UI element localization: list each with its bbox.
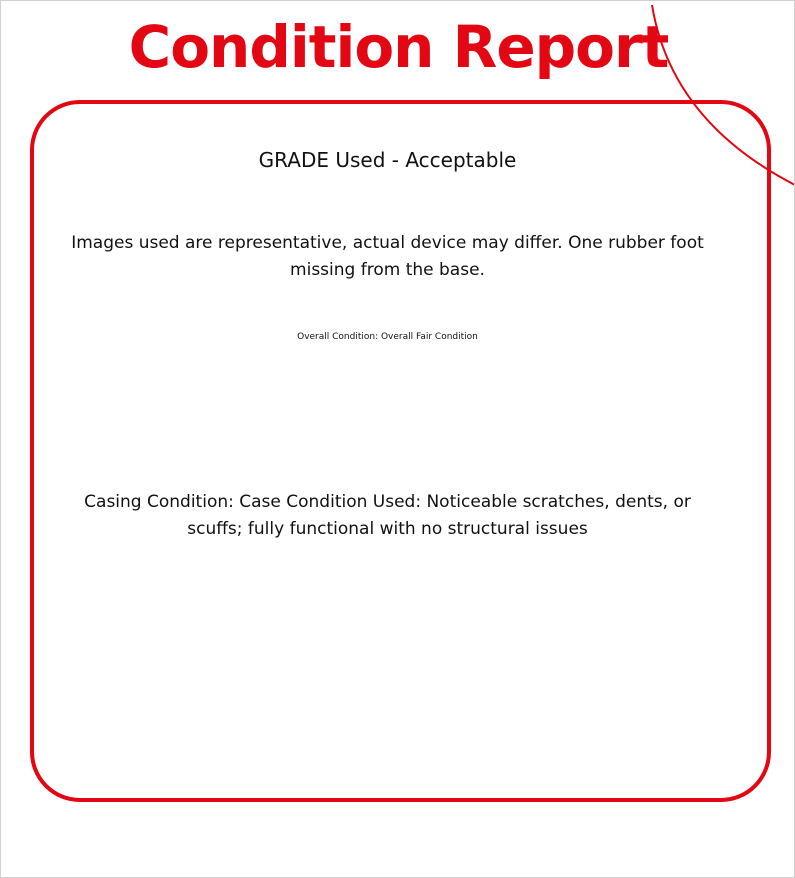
overall-condition-text: Overall Condition: Overall Fair Condition [297,332,478,342]
casing-condition-text: Casing Condition: Case Condition Used: Noticeable scratches, dents, or scuffs; fully functional with no structural issues [84,492,691,539]
grade-text: GRADE Used - Acceptable [258,148,517,172]
page-title: Condition Report [128,13,669,81]
report-frame [30,100,771,802]
condition-notes: Images used are representative, actual device may differ. One rubber foot missing from the base. [71,233,704,280]
